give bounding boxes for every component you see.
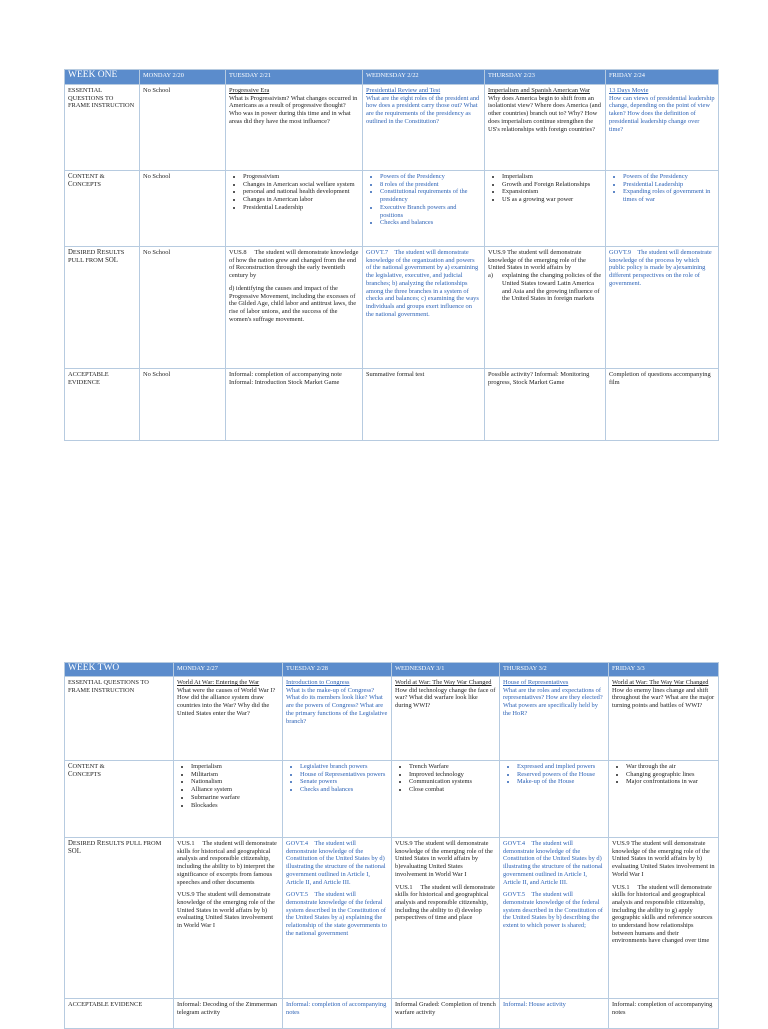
row-label: CONTENT & CONCEPTS <box>65 761 174 838</box>
list-item: • Constitutional requirements of the presidency <box>380 188 481 203</box>
list-item: • personal and national health development <box>243 188 359 196</box>
cell <box>174 838 283 999</box>
row-label: ESSENTIAL QUESTIONS TO FRAME INSTRUCTION <box>65 85 140 171</box>
cell: Completion of questions accompanying film <box>606 369 719 441</box>
standard-text: GOVT.5 The student will demonstrate knowledge of the federal system described in the Constitution of the United States by b) describing the extent to which power is shared; <box>503 891 603 930</box>
list-item: • House of Representatives powers <box>300 771 388 779</box>
day-header: THURSDAY 2/23 <box>485 70 606 85</box>
no-school-cell: No School <box>140 171 226 247</box>
list-item: • Growth and Foreign Relationships <box>502 181 602 189</box>
week-one-header-row <box>65 70 719 85</box>
standard-text: GOVT.4 The student will demonstrate knowledge of the Constitution of the United States by d) illustrating the structure of the national government outlined in Article I, Article II, and Article III. <box>286 840 386 886</box>
lesson-title: World at War: The Way War Changed <box>612 679 709 686</box>
cell: Informal Graded: Completion of trench warfare activity <box>392 999 500 1029</box>
cell: Informal: House activity <box>500 999 609 1029</box>
cell: Informal: Decoding of the Zimmerman telegram activity <box>174 999 283 1029</box>
questions-text: What are the roles and expectations of representatives? How are they elected? What powers are specifically held by the HoR? <box>503 686 603 717</box>
cell <box>392 761 500 838</box>
list-item: • Expressed and implied powers <box>517 763 605 771</box>
cell <box>609 761 719 838</box>
lesson-title: World at War: The Way War Changed <box>395 679 492 686</box>
lesson-title: Progressive Era <box>229 87 270 94</box>
list-item: • Changes in American social welfare system <box>243 181 359 189</box>
essential-questions-row <box>65 85 719 171</box>
list-item: • Presidential Leadership <box>243 204 359 212</box>
acceptable-evidence-row <box>65 369 719 441</box>
week-label: WEEK ONE <box>65 70 140 85</box>
list-item: • Improved technology <box>409 771 496 779</box>
list-item: • Militarism <box>191 771 279 779</box>
acceptable-evidence-row <box>65 999 719 1029</box>
cell <box>174 761 283 838</box>
list-item: • 8 roles of the president <box>380 181 481 189</box>
list-item: • Major confrontations in war <box>626 778 715 786</box>
list-item: • Make-up of the House <box>517 778 605 786</box>
standard-text: GOVT.5 The student will demonstrate knowledge of the federal system described in the Constitution of the United States by a) explaining the relationship of the state governments to the national government <box>286 891 387 937</box>
list-item: • Progressivism <box>243 173 359 181</box>
standard-text: VUS.1 The student will demonstrate skills for historical and geographical analysis and responsible citizenship, including the ability to g) apply geographic skills and reference sources to understand how relationships between humans and their environments have changed over time <box>612 883 713 945</box>
list-item: • Imperialism <box>502 173 602 181</box>
list-item: • Submarine warfare <box>191 794 279 802</box>
essential-questions-row <box>65 677 719 761</box>
cell <box>283 677 392 761</box>
desired-results-row <box>65 247 719 369</box>
day-header: THURSDAY 3/2 <box>500 663 609 677</box>
lesson-title: Imperialism and Spanish American War <box>488 87 590 94</box>
desired-results-row <box>65 838 719 999</box>
list-item: • Checks and balances <box>300 786 388 794</box>
concept-list <box>612 763 715 786</box>
week-one-table <box>64 69 719 441</box>
row-label: CONTENT & CONCEPTS <box>65 171 140 247</box>
questions-text: What were the causes of World War I? How did the alliance system draw countries into the War? Why did the United States enter the War? <box>177 686 276 717</box>
list-item: • Nationalism <box>191 778 279 786</box>
list-item: • Changing geographic lines <box>626 771 715 779</box>
concept-list <box>395 763 496 794</box>
questions-text: How do enemy lines change and shift throughout the war? What are the major turning points and battles of WWI? <box>612 686 715 710</box>
cell <box>174 677 283 761</box>
no-school-cell: No School <box>140 369 226 441</box>
cell <box>226 171 363 247</box>
concept-list <box>229 173 359 212</box>
cell <box>500 677 609 761</box>
list-item: • Legislative branch powers <box>300 763 388 771</box>
day-header: FRIDAY 2/24 <box>606 70 719 85</box>
cell <box>363 247 485 369</box>
standard-text: VUS.9 The student will demonstrate knowledge of the emerging role of the United States in world affairs by b) evaluating United States involvement in World War I <box>612 840 715 878</box>
no-school-cell: No School <box>140 85 226 171</box>
cell: Possible activity? Informal: Monitoring progress, Stock Market Game <box>485 369 606 441</box>
cell <box>392 838 500 999</box>
week-two-table <box>64 662 719 1029</box>
cell <box>606 171 719 247</box>
cell <box>283 761 392 838</box>
list-item: • Communication systems <box>409 778 496 786</box>
standard-text: VUS.1 The student will demonstrate skills for historical and geographical analysis and responsible citizenship, including the ability to d) develop perspectives of time and place <box>395 883 495 922</box>
list-item: • Close combat <box>409 786 496 794</box>
standard-text: GOVT.4 The student will demonstrate knowledge of the Constitution of the United States by d) illustrating the structure of the national government outlined in Article I, Article II, and Article III. <box>503 840 603 886</box>
standard-text: VUS.1 The student will demonstrate skills for historical and geographical analysis and responsible citizenship, including the ability to b) interpret the significance of excerpts from famous speeches and other documents <box>177 840 277 886</box>
row-label: ACCEPTABLE EVIDENCE <box>65 999 174 1029</box>
day-header: MONDAY 2/27 <box>174 663 283 677</box>
cell: Informal: completion of accompanying note Informal: Introduction Stock Market Game <box>226 369 363 441</box>
standard-text: VUS.9 The student will demonstrate knowledge of the emerging role of the United States in world affairs by <box>488 249 586 272</box>
row-label: ESSENTIAL QUESTIONS TO FRAME INSTRUCTION <box>65 677 174 761</box>
lesson-title: 13 Days Movie <box>609 87 649 94</box>
week-label: WEEK TWO <box>65 663 174 677</box>
list-item: • Alliance system <box>191 786 279 794</box>
day-header: WEDNESDAY 3/1 <box>392 663 500 677</box>
list-item: • Executive Branch powers and positions <box>380 204 481 219</box>
concept-list <box>488 173 602 204</box>
week-two-header-row <box>65 663 719 677</box>
cell <box>392 677 500 761</box>
lesson-title: Introduction to Congress <box>286 679 350 686</box>
concept-list <box>366 173 481 227</box>
cell: Informal: completion of accompanying notes <box>609 999 719 1029</box>
content-concepts-row <box>65 761 719 838</box>
day-header: TUESDAY 2/21 <box>226 70 363 85</box>
row-label: ACCEPTABLE EVIDENCE <box>65 369 140 441</box>
cell <box>500 761 609 838</box>
list-item: • US as a growing war power <box>502 196 602 204</box>
cell <box>226 85 363 171</box>
list-item: • Reserved powers of the House <box>517 771 605 779</box>
questions-text: How can views of presidential leadership change, depending on the point of view taken? How does the definition of presidential leadership change over time? <box>609 94 715 133</box>
concept-list <box>503 763 605 786</box>
standard-text: GOVT.7 The student will demonstrate knowledge of the organization and powers of the national government by a) examining the legislative, executive, and judicial branches; b) analyzing the relationships among the three branches in a system of checks and balances; c) examining the ways individuals and groups exert influence on the national government. <box>366 249 479 318</box>
list-item: • Imperialism <box>191 763 279 771</box>
standard-item: a) explaining the changing policies of the United States toward Latin America and Asia and the growing influence of the United States in foreign markets <box>488 272 602 303</box>
day-header: WEDNESDAY 2/22 <box>363 70 485 85</box>
day-header: FRIDAY 3/3 <box>609 663 719 677</box>
row-label: DESIRED RESULTS PULL FROM SOL <box>65 838 174 999</box>
cell <box>609 838 719 999</box>
concept-list <box>177 763 279 809</box>
day-header: MONDAY 2/20 <box>140 70 226 85</box>
list-item: • Trench Warfare <box>409 763 496 771</box>
list-item: • Expanding roles of government in times of war <box>623 188 715 203</box>
questions-text: How did technology change the face of war? What did warfare look like during WWI? <box>395 686 496 710</box>
cell <box>500 838 609 999</box>
lesson-title: House of Representatives <box>503 679 569 686</box>
cell <box>609 677 719 761</box>
cell: Informal: completion of accompanying notes <box>283 999 392 1029</box>
questions-text: Why does America begin to shift from an isolationist view? Where does America (and other countries) branch out to? Why? How does imperialism continue strengthen the US's relationships with foreign countries? <box>488 94 601 133</box>
cell <box>485 85 606 171</box>
list-item: • Powers of the Presidency <box>623 173 715 181</box>
concept-list <box>609 173 715 204</box>
cell <box>606 247 719 369</box>
questions-text: What are the eight roles of the president and how does a president carry those out? What are the requirements of the presidency as outlined in the Constitution? <box>366 94 480 125</box>
standard-text: d) identifying the causes and impact of the Progressive Movement, including the excesses of the Gilded Age, child labor and antitrust laws, the rise of labor unions, and the success of the women's suffrage movement. <box>229 284 357 323</box>
cell <box>485 171 606 247</box>
list-item: • Blockades <box>191 802 279 810</box>
cell <box>485 247 606 369</box>
list-item: • Expansionism <box>502 188 602 196</box>
list-item: • War through the air <box>626 763 715 771</box>
no-school-cell: No School <box>140 247 226 369</box>
day-header: TUESDAY 2/28 <box>283 663 392 677</box>
cell <box>606 85 719 171</box>
cell <box>363 171 485 247</box>
cell <box>226 247 363 369</box>
questions-text: What is the make-up of Congress? What do its members look like? What are the powers of Congress? What are the primary functions of the Legislative branch? <box>286 686 388 725</box>
list-item: • Powers of the Presidency <box>380 173 481 181</box>
standard-text: GOVT.9 The student will demonstrate knowledge of the process by which public policy is made by a)examining different perspectives on the role of government. <box>609 249 712 287</box>
standard-text: VUS.9 The student will demonstrate knowledge of the emerging role of the United States in world affairs by b)evaluating United States involvement in World War I <box>395 840 493 878</box>
cell <box>283 838 392 999</box>
cell: Summative formal test <box>363 369 485 441</box>
row-label: DESIRED RESULTS PULL FROM SOL <box>65 247 140 369</box>
content-concepts-row <box>65 171 719 247</box>
cell <box>363 85 485 171</box>
standard-text: VUS.9 The student will demonstrate knowledge of the emerging role of the United States in world affairs by b) evaluating United States involvement in World War I <box>177 891 275 930</box>
list-item: • Senate powers <box>300 778 388 786</box>
questions-text: What is Progressivism? What changes occurred in Americans as a result of progressive thought? Who was in power during this time and in what areas did they have the most influence? <box>229 94 358 125</box>
concept-list <box>286 763 388 794</box>
lesson-title: Presidential Review and Test <box>366 87 441 94</box>
list-item: • Presidential Leadership <box>623 181 715 189</box>
lesson-title: World At War: Entering the War <box>177 679 260 686</box>
list-item: • Changes in American labor <box>243 196 359 204</box>
list-item: • Checks and balances <box>380 219 481 227</box>
standard-text: VUS.8 The student will demonstrate knowledge of how the nation grew and changed from the end of Reconstruction through the early twentieth century by <box>229 249 359 280</box>
